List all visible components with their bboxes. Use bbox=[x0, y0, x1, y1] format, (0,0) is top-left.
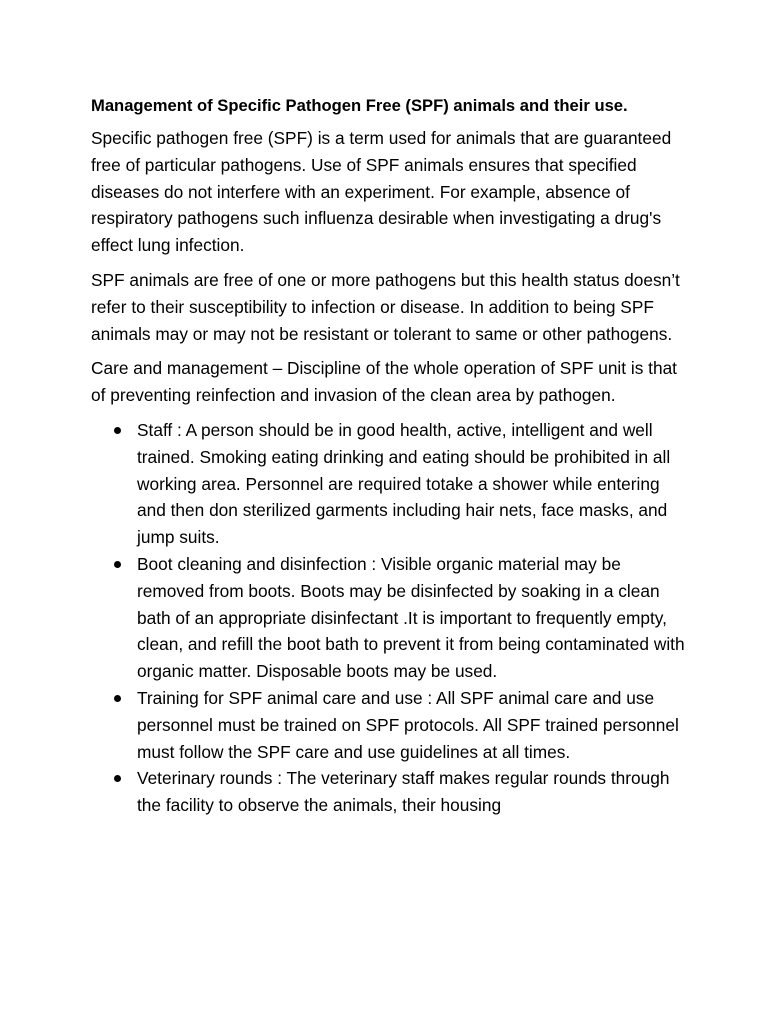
paragraph-care-management: Care and management – Discipline of the whole operation of SPF unit is that of preventing reinfection and invasion of the clean area by pathogen. bbox=[91, 358, 677, 406]
bullet-list bbox=[91, 417, 691, 819]
list-item-text: Veterinary rounds : The veterinary staff makes regular rounds through the facility to observe the animals, their housing bbox=[137, 768, 670, 816]
list-item-text: Training for SPF animal care and use : All SPF animal care and use personnel must be trained on SPF protocols. All SPF trained personnel must follow the SPF care and use guidelines at all times. bbox=[137, 687, 679, 762]
document-title: Management of Specific Pathogen Free (SPF) animals and their use. bbox=[91, 96, 628, 115]
bullet-icon bbox=[114, 561, 121, 568]
list-item-text: Boot cleaning and disinfection : Visible organic material may be removed from boots. Boots may be disinfected by soaking in a clean bath of an appropriate disinfectant .It is important to frequently empty, clean, and refill the boot bath to prevent it from being contaminated with organic matter. Disposable boots may be used. bbox=[137, 553, 685, 682]
list-item-text: Staff : A person should be in good health, active, intelligent and well trained. Smoking eating drinking and eating should be prohibited in all working area. Personnel are required totake a shower while entering and then don sterilized garments including hair nets, face masks, and jump suits. bbox=[137, 419, 671, 548]
paragraph-health-status: SPF animals are free of one or more pathogens but this health status doesn’t refer to their susceptibility to infection or disease. In addition to being SPF animals may or may not be resistant or tolerant to same or other pathogens. bbox=[91, 269, 680, 344]
bullet-icon bbox=[114, 775, 121, 782]
bullet-icon bbox=[114, 695, 121, 702]
bullet-icon bbox=[114, 427, 121, 434]
list-item bbox=[91, 685, 691, 765]
list-item bbox=[91, 765, 691, 819]
list-item bbox=[91, 417, 691, 551]
list-item bbox=[91, 551, 691, 685]
document-page bbox=[91, 93, 691, 819]
paragraph-spf-definition: Specific pathogen free (SPF) is a term used for animals that are guaranteed free of particular pathogens. Use of SPF animals ensures that specified diseases do not interfere with an experiment. For example, absence of respiratory pathogens such influenza desirable when investigating a drug's effect lung infection. bbox=[91, 128, 672, 256]
